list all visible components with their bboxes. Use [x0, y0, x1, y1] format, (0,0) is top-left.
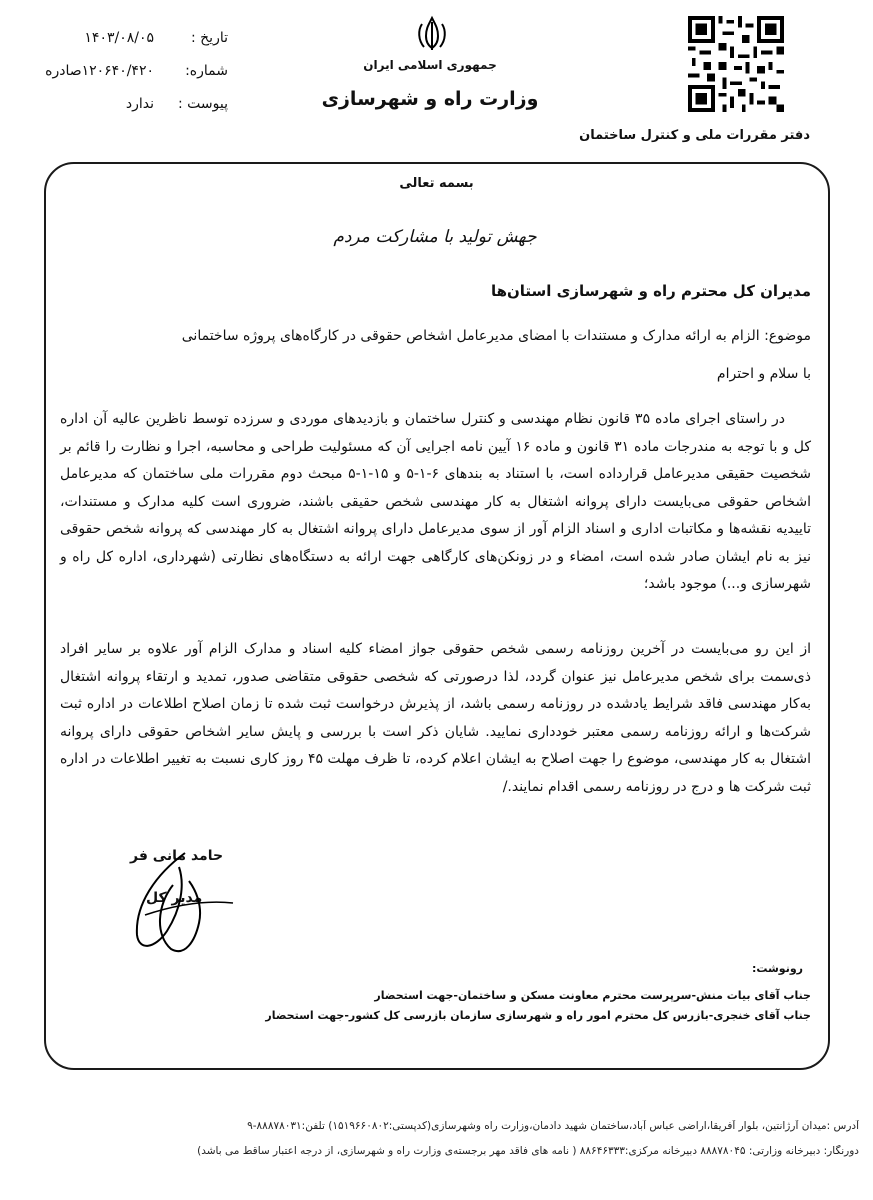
footer-fax: دورنگار: دبیرخانه وزارتی: ۸۸۸۷۸۰۴۵ دبیرخانه مرکزی:۸۸۶۴۶۳۳۳ ( نامه های فاقد مهر برجسته‌ی وزارت راه و شهرسازی، از درجه اعتبار ساقط می باشد): [197, 1145, 859, 1157]
number-label: شماره:: [185, 63, 228, 79]
ministry-title: وزارت راه و شهرسازی: [321, 88, 539, 110]
footer-address: آدرس :میدان آرژانتین، بلوار آفریقا،اراضی عباس آباد،ساختمان شهید دادمان،وزارت راه وشهرسازی(کدپستی:۱۵۱۹۶۶۰۸۰۲) تلفن:۸۸۸۷۸۰۳۱-۹: [247, 1120, 859, 1132]
republic-label: جمهوری اسلامی ایران: [363, 58, 497, 72]
iran-emblem-icon: [412, 14, 452, 54]
date-row: [84, 30, 228, 46]
date-value: ۱۴۰۳/۰۸/۰۵: [84, 30, 154, 46]
addressee: مدیران کل محترم راه و شهرسازی استان‌ها: [490, 282, 811, 300]
department-label: دفتر مقررات ملی و کنترل ساختمان: [579, 128, 810, 143]
signer-name: حامد مانی فر: [130, 848, 224, 864]
cc-item: جناب آقای خنجری-بازرس کل محترم امور راه و شهرسازی سازمان بازرسی کل کشور-جهت استحضار: [265, 1009, 811, 1022]
handwritten-signature: [115, 845, 245, 960]
subject-line: موضوع: الزام به ارائه مدارک و مستندات با امضای مدیرعامل اشخاص حقوقی در کارگاه‌های پروژه ساختمانی: [181, 328, 811, 344]
slogan-text: جهش تولید با مشارکت مردم: [333, 227, 537, 247]
bismillah-heading: بسمه تعالی: [399, 176, 474, 191]
attachment-label: پیوست :: [178, 96, 228, 112]
number-row: [45, 63, 228, 79]
slogan-calligraphy: [330, 214, 540, 256]
cc-item: جناب آقای بیات منش-سرپرست محترم معاونت مسکن و ساختمان-جهت استحضار: [374, 989, 811, 1002]
cc-title: رونوشت:: [751, 962, 803, 975]
greeting: با سلام و احترام: [716, 366, 811, 382]
attachment-row: [126, 96, 228, 112]
qr-code-icon: [688, 16, 784, 112]
date-label: تاریخ :: [190, 30, 228, 46]
body-paragraph-2: از این رو می‌بایست در آخرین روزنامه رسمی شخص حقوقی جواز امضاء کلیه اسناد و مدارک الزام آور علاوه بر سایر افراد ذی‌سمت برای شخص مدیرعامل نیز عنوان گردد، لذا درصورتی که شخصی حقوقی متقاضی صدور، تمدید و ارتقاء پروانه اشتغال به‌کار مهندسی فاقد شرایط یادشده در روزنامه رسمی باشد، از پذیرش درخواست ثبت شده تا زمان اصلاح اطلاعات در اداره ثبت شرکت‌ها و ارائه روزنامه رسمی معتبر خودداری نمایید. شایان ذکر است با بررسی و پایش سایر اشخاص حقوقی دارای پروانه اشتغال به کار مهندسی، موضوع را جهت اصلاح به ایشان اعلام کرده، تا ظرف مهلت ۴۵ روز کاری نسبت به تغییر اطلاعات در اداره ثبت شرکت ها و درج در روزنامه رسمی اقدام نمایند./: [60, 641, 812, 795]
body-paragraph-1: در راستای اجرای ماده ۳۵ قانون نظام مهندسی و کنترل ساختمان و بازدیدهای موردی و سرزده توسط ناظرین عالیه آن اداره کل و با توجه به مندرجات ماده ۳۱ قانون و ماده ۱۶ آیین نامه اجرایی آن که مسئولیت طراحی و محاسبه، اجرا و نظارت را قائم بر شخصیت حقیقی مدیرعامل قرارداده است، با استناد به بندهای ۶-۱-۵ و ۱۵-۱-۵ مبحث دوم مقررات ملی ساختمان که مدیرعامل اشخاص حقوقی می‌بایست دارای پروانه اشتغال به کار مهندسی شخص حقیقی باشند، ضروری است کلیه مدارک و مستندات، تاییدیه نقشه‌ها و مکاتبات اداری و اسناد الزام آور از سوی مدیرعامل دارای پروانه اشتغال به کار مهندسی که پروانه شخص حقوقی نیز به نام ایشان صادر شده است، امضاء و در زونکن‌های کارگاهی جهت ارائه به دستگاه‌های نظارتی (شهرداری، اداره کل راه و شهرسازی و...) موجود باشد؛: [60, 411, 811, 592]
attachment-value: ندارد: [125, 96, 154, 112]
signer-title: مدیر کل: [146, 890, 203, 906]
number-value: ۱۲۰۶۴۰/۴۲۰صادره: [45, 63, 154, 79]
